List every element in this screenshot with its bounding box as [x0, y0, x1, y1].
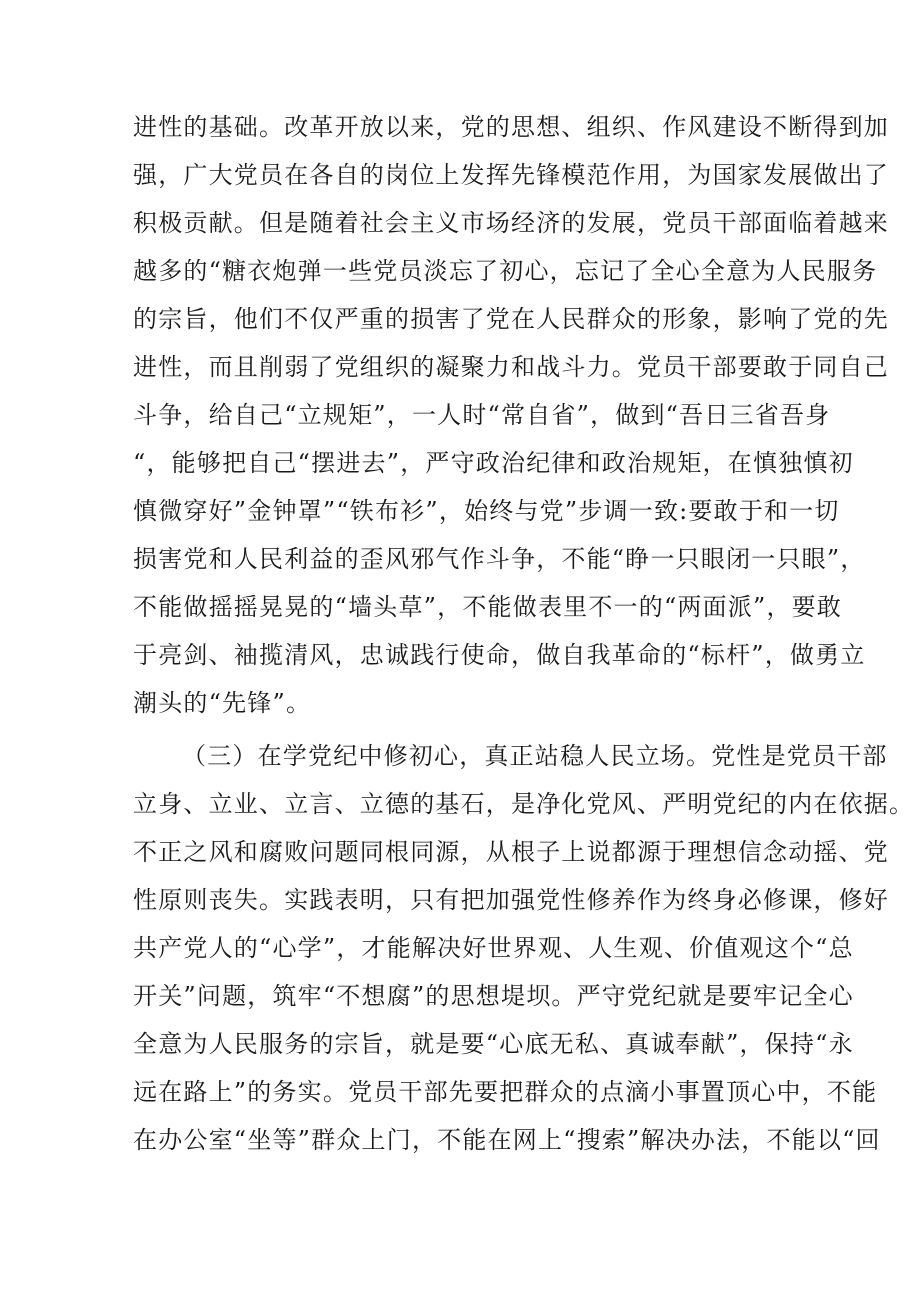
- text-line: 不能做摇摇晃晃的“墙头草”，不能做表里不一的“两面派”，要敢: [133, 593, 843, 621]
- text-line: 开关”问题，筑牢“不想腐”的思想堤坝。严守党纪就是要牢记全心: [133, 982, 854, 1010]
- text-line: 强，广大党员在各自的岗位上发挥先锋模范作用，为国家发展做出了: [133, 161, 889, 189]
- text-line: 不正之风和腐败问题同根同源，从根子上说都源于理想信念动摇、党: [133, 838, 889, 866]
- text-line: 立身、立业、立言、立德的基石，是净化党风、严明党纪的内在依据。: [133, 790, 915, 818]
- text-line: 进性，而且削弱了党组织的凝聚力和战斗力。党员干部要敢于同自己: [133, 353, 889, 381]
- text-line: 全意为人民服务的宗旨，就是要“心底无私、真诚奉献”，保持“永: [133, 1030, 854, 1058]
- text-line: 积极贡献。但是随着社会主义市场经济的发展，党员干部面临着越来: [133, 209, 889, 237]
- text-line: “，能够把自己“摆进去”，严守政治纪律和政治规矩，在慎独慎初: [133, 449, 854, 477]
- text-line: 越多的“糖衣炮弹一些党员淡忘了初心，忘记了全心全意为人民服务: [133, 257, 878, 285]
- section-heading-line: （三）在学党纪中修初心，真正站稳人民立场。党性是党员干部: [182, 742, 888, 770]
- text-line: 共产党人的“心学”，才能解决好世界观、人生观、价值观这个“总: [133, 934, 854, 962]
- text-line: 慎微穿好”金钟罩”“铁布衫”，始终与党”步调一致:要敢于和一切: [133, 497, 840, 525]
- text-line: 在办公室“坐等”群众上门，不能在网上“搜索”解决办法，不能以“回: [133, 1126, 881, 1154]
- text-line: 潮头的“先锋”。: [133, 689, 312, 717]
- text-line: 损害党和人民利益的歪风邪气作斗争，不能“睁一只眼闭一只眼”，: [133, 545, 866, 573]
- text-line: 性原则丧失。实践表明，只有把加强党性修养作为终身必修课，修好: [133, 886, 889, 914]
- text-line: 的宗旨，他们不仅严重的损害了党在人民群众的形象，影响了党的先: [133, 305, 889, 333]
- text-line: 斗争，给自己“立规矩”，一人时“常自省”，做到“吾日三省吾身: [133, 401, 831, 429]
- text-line: 于亮剑、袖揽清风，忠诚践行使命，做自我革命的“标杆”，做勇立: [133, 641, 866, 669]
- text-line: 远在路上”的务实。党员干部先要把群众的点滴小事置顶心中，不能: [133, 1078, 878, 1106]
- text-line: 进性的基础。改革开放以来，党的思想、组织、作风建设不断得到加: [133, 113, 889, 141]
